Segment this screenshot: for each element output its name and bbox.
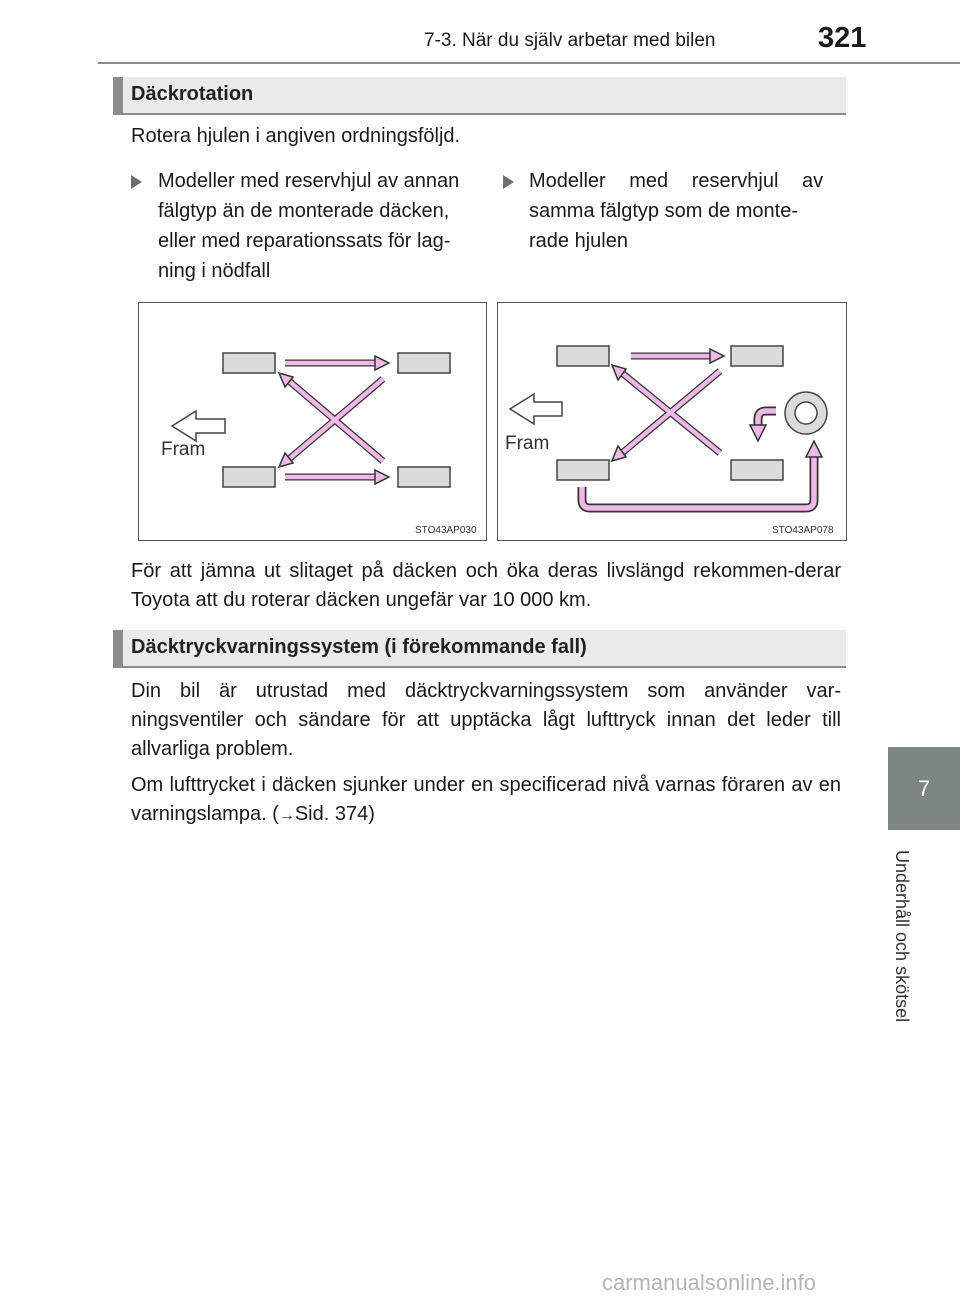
tpms-warning-text: Om lufttrycket i däcken sjunker under en specificerad nivå varnas föraren av en varningslampa. (→Sid. 374): [131, 774, 841, 825]
tire-front-right: [223, 467, 275, 487]
section-marker: [113, 77, 123, 113]
section-title: Däcktryckvarningssystem (i förekommande fall): [131, 636, 587, 658]
figure-rotation-diagram-1: [138, 302, 487, 541]
rotation-note: För att jämna ut slitaget på däcken och öka deras livslängd rekommen-derar Toyota att du roterar däcken ungefär var 10 000 km.: [131, 560, 841, 611]
bullet-triangle-icon: [503, 175, 514, 189]
bullet-left-text: Modeller med reservhjul av annan fälgtyp än de monterade däcken, eller med reparationssats för lag- ning i nödfall: [158, 170, 460, 282]
chapter-side-label-text: Underhåll och skötsel: [892, 850, 912, 1023]
bullet-triangle-icon: [131, 175, 142, 189]
section-heading-tpms: [113, 630, 846, 668]
figure-code: STO43AP030: [415, 525, 477, 536]
front-direction-arrow-icon: [172, 411, 225, 441]
tire-rear-left: [731, 346, 783, 366]
page-reference-link[interactable]: Sid. 374): [294, 803, 375, 825]
front-direction-arrow-icon: [510, 394, 562, 424]
bullet-right: [503, 166, 841, 256]
chapter-side-label: [862, 850, 960, 1040]
chapter-heading: 7-3. När du själv arbetar med bilen: [424, 30, 716, 51]
section-title: Däckrotation: [131, 83, 254, 105]
watermark: carmanualsonline.info: [602, 1270, 817, 1295]
tire-front-right: [557, 460, 609, 480]
front-label: Fram: [161, 439, 206, 460]
tire-front-left: [557, 346, 609, 366]
section-heading-tire-rotation: [113, 77, 846, 115]
tire-rear-right: [731, 460, 783, 480]
front-label: Fram: [505, 433, 550, 454]
tire-rear-left: [398, 353, 450, 373]
tire-rear-right: [398, 467, 450, 487]
section-marker: [113, 630, 123, 666]
tire-front-left: [223, 353, 275, 373]
intro-text: Rotera hjulen i angiven ordningsföljd.: [131, 125, 461, 147]
bullet-left: [131, 166, 496, 286]
header-divider: [98, 62, 960, 64]
figure-rotation-diagram-2: [497, 302, 847, 541]
figure-code: STO43AP078: [772, 525, 834, 536]
tpms-description: Din bil är utrustad med däcktryckvarningssystem som använder var-ningsventiler och sändare för att upptäcka lågt lufttryck innan det leder till allvarliga problem.: [131, 680, 841, 760]
reference-arrow-icon: →: [278, 807, 295, 824]
bullet-right-text: Modeller med reservhjul av samma fälgtyp som de monte- rade hjulen: [529, 170, 824, 252]
chapter-tab: 7: [888, 747, 960, 830]
page-number: 321: [818, 22, 867, 54]
